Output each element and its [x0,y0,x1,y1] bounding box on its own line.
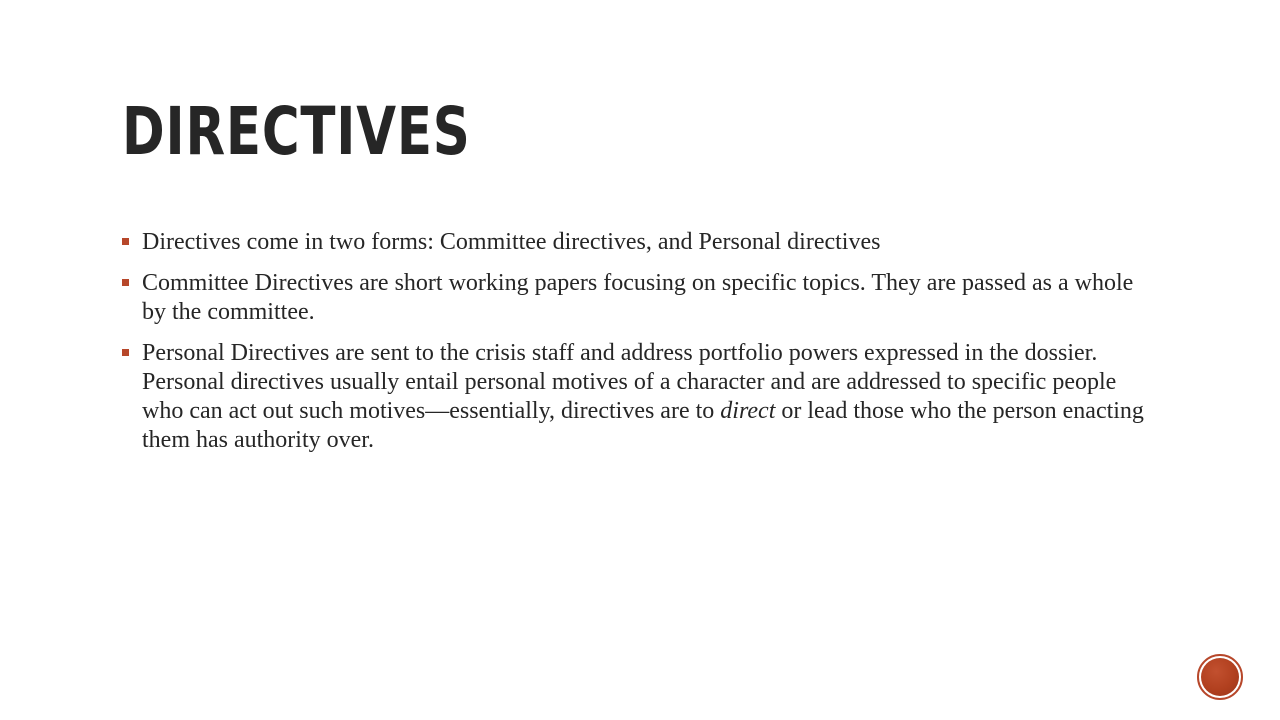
bullet-text-before: Personal Directives are sent to the crisis staff and address portfolio powers expressed in the dossier. Personal directives usually entail personal motives of a character and are addressed to specific people who can act out such motives—essentially, directives are to [142,340,1117,424]
bullet-item [122,339,1162,455]
square-bullet-icon [122,238,129,245]
bullet-item [122,269,1162,327]
square-bullet-icon [122,349,129,356]
square-bullet-icon [122,279,129,286]
circle-nav-icon [1201,658,1239,696]
bullet-text-emphasis: direct [720,398,776,424]
slide-title: DIRECTIVES [122,93,471,170]
bullet-text: Committee Directives are short working papers focusing on specific topics. They are passed as a whole by the committee. [142,270,1134,325]
next-slide-button[interactable] [1197,654,1243,700]
bullet-item [122,228,1162,257]
bullet-text-after: or lead those who the person enacting them has authority over. [142,398,1144,453]
bullet-text: Directives come in two forms: Committee directives, and Personal directives [142,229,881,255]
bullet-list [122,228,1162,467]
